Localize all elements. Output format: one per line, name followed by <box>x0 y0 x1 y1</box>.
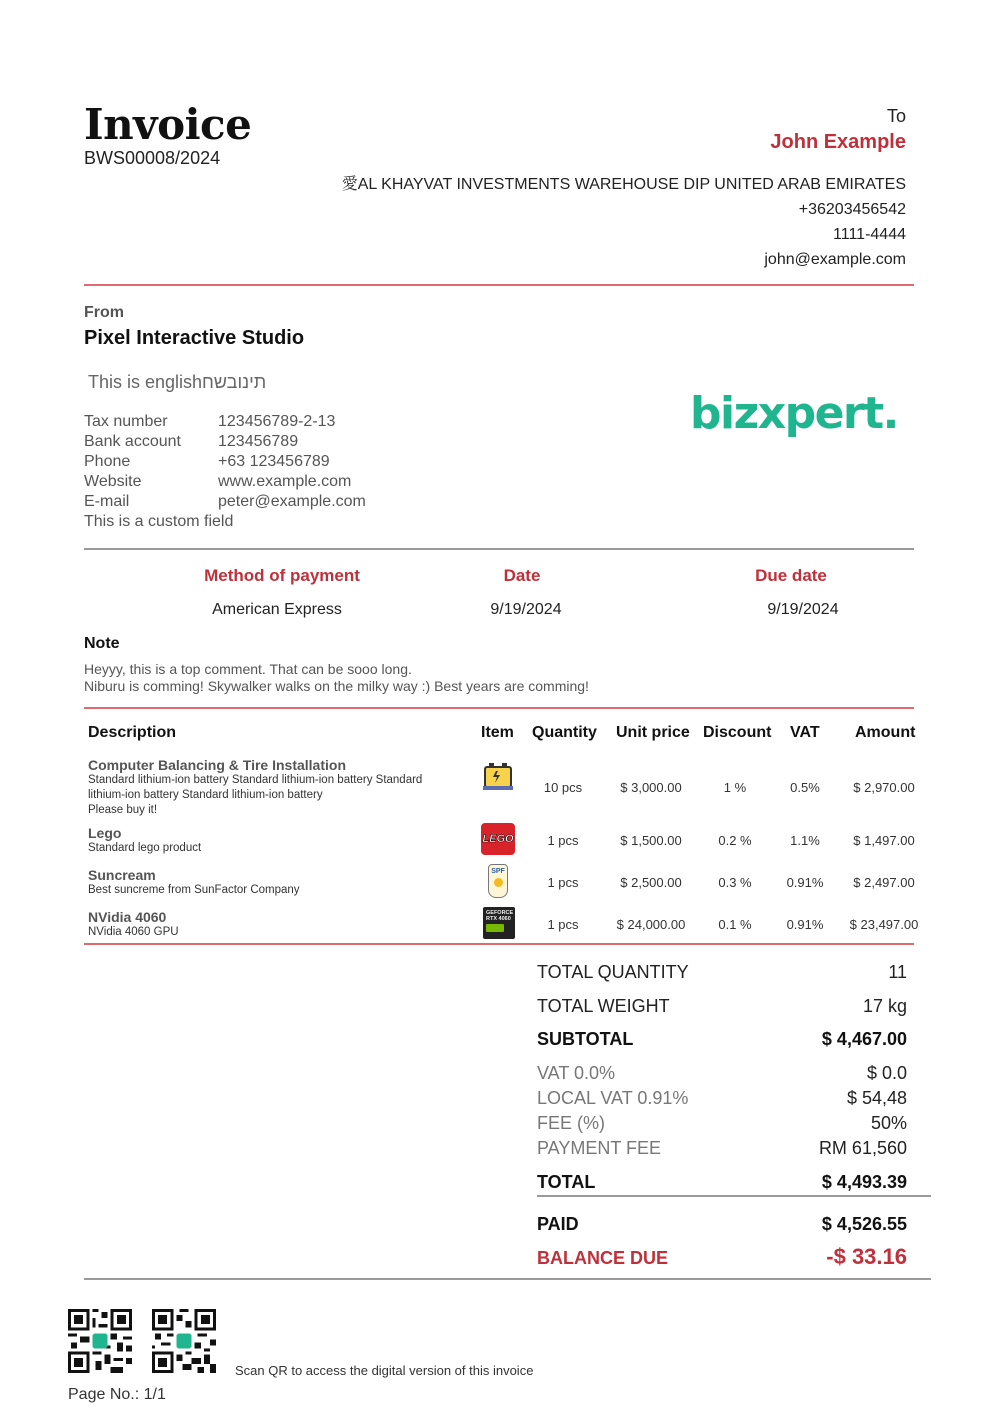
info-row-custom <box>84 512 366 532</box>
local-vat-value: $ 54,48 <box>846 1088 907 1108</box>
col-header-amount: Amount <box>855 724 916 741</box>
col-header-discount: Discount <box>703 724 772 741</box>
subtotal-row <box>537 1029 907 1050</box>
paid-row <box>537 1214 907 1235</box>
custom-field: This is a custom field <box>84 513 234 530</box>
subtotal-value: $ 4,467.00 <box>821 1029 907 1049</box>
info-key: Tax number <box>84 413 168 430</box>
qr-code-icon[interactable] <box>68 1309 132 1378</box>
invoice-title: Invoice <box>84 100 252 149</box>
col-header-item: Item <box>481 724 514 741</box>
header-divider <box>84 284 914 286</box>
info-value: +63 123456789 <box>218 453 330 470</box>
item-desc: Standard lithium-ion battery Standard lithium-ion battery Standard <box>88 774 423 786</box>
row-unit-price: $ 2,500.00 <box>620 875 682 890</box>
info-row-bank <box>84 432 366 452</box>
qr-caption: Scan QR to access the digital version of this invoice <box>235 1363 534 1378</box>
info-key: Bank account <box>84 433 181 450</box>
item-desc: Best suncreme from SunFactor Company <box>88 884 300 896</box>
info-key: Website <box>84 473 142 490</box>
paid-value: $ 4,526.55 <box>821 1214 907 1234</box>
row-discount: 0.2 % <box>718 833 752 848</box>
qr-code-icon[interactable] <box>152 1309 216 1378</box>
row-unit-price: $ 24,000.00 <box>616 917 686 932</box>
gpu-icon <box>483 907 515 939</box>
footer-divider <box>84 1278 931 1280</box>
suncream-icon <box>488 864 508 898</box>
gpu-badge-icon <box>486 924 504 932</box>
total-divider <box>537 1195 931 1197</box>
sender-name: Pixel Interactive Studio <box>84 327 305 349</box>
col-header-vat: VAT <box>790 724 820 741</box>
balance-due-label: BALANCE DUE <box>537 1248 669 1268</box>
payment-fee-row <box>537 1138 907 1159</box>
item-desc: Please buy it! <box>88 804 158 816</box>
item-desc: Standard lego product <box>88 842 202 854</box>
item-desc: lithium-ion battery Standard lithium-ion battery <box>88 789 323 801</box>
fee-value: 50% <box>870 1113 907 1133</box>
total-row <box>537 1172 907 1193</box>
total-weight-value: 17 kg <box>862 996 907 1016</box>
method-of-payment-value: American Express <box>212 601 342 618</box>
from-divider <box>84 548 914 550</box>
table-row-description <box>88 909 468 940</box>
info-key: E-mail <box>84 493 130 510</box>
recipient-address: 愛AL KHAYVAT INVESTMENTS WAREHOUSE DIP UNITED ARAB EMIRATES <box>341 176 906 193</box>
note-line: Heyyy, this is a top comment. That can be sooo long. <box>84 661 412 677</box>
row-discount: 0.3 % <box>718 875 752 890</box>
info-row-phone <box>84 452 366 472</box>
table-row-description <box>88 825 468 856</box>
suncream-icon-text: SPF <box>491 868 505 875</box>
total-label: TOTAL <box>537 1172 596 1192</box>
sender-tagline: This is englishתינובשח <box>88 372 267 392</box>
local-vat-row <box>537 1088 907 1109</box>
info-value: 123456789 <box>218 433 299 450</box>
total-weight-label: TOTAL WEIGHT <box>537 996 670 1016</box>
payment-fee-value: RM 61,560 <box>818 1138 907 1158</box>
item-title: Lego <box>88 825 122 841</box>
note-text <box>84 661 589 695</box>
fee-label: FEE (%) <box>537 1113 606 1133</box>
row-unit-price: $ 1,500.00 <box>620 833 682 848</box>
total-quantity-row <box>537 962 907 983</box>
item-desc: NVidia 4060 GPU <box>88 926 179 938</box>
invoice-number: BWS00008/2024 <box>84 148 221 168</box>
method-of-payment-label: Method of payment <box>204 566 360 585</box>
row-vat: 0.91% <box>786 875 824 890</box>
fee-row <box>537 1113 907 1134</box>
lego-icon <box>481 823 515 855</box>
due-date-label: Due date <box>755 566 827 585</box>
to-label: To <box>886 106 906 126</box>
local-vat-label: LOCAL VAT 0.91% <box>537 1088 689 1108</box>
total-quantity-value: 11 <box>888 962 907 982</box>
recipient-name: John Example <box>770 131 906 153</box>
row-vat: 1.1% <box>790 833 820 848</box>
subtotal-label: SUBTOTAL <box>537 1029 634 1049</box>
vat-label: VAT 0.0% <box>537 1063 616 1083</box>
from-label: From <box>84 304 124 321</box>
recipient-email: john@example.com <box>764 251 906 268</box>
recipient-fax: 1111-4444 <box>833 226 906 243</box>
table-row-description <box>88 867 468 898</box>
lego-icon-text: LEGO <box>482 833 514 845</box>
info-value: peter@example.com <box>218 493 366 510</box>
col-header-quantity: Quantity <box>532 724 597 741</box>
balance-due-value: -$ 33.16 <box>826 1244 907 1269</box>
vat-value: $ 0.0 <box>866 1063 907 1083</box>
info-row-tax <box>84 412 366 432</box>
item-title: Suncream <box>88 867 156 883</box>
row-discount: 0.1 % <box>718 917 752 932</box>
row-amount: $ 23,497.00 <box>849 917 919 932</box>
table-row-description <box>88 757 468 818</box>
col-header-unit-price: Unit price <box>616 724 690 741</box>
sun-icon <box>494 878 503 887</box>
date-label: Date <box>503 566 541 585</box>
info-value: 123456789-2-13 <box>218 413 336 430</box>
info-value: www.example.com <box>218 473 352 490</box>
row-vat: 0.5% <box>790 780 820 795</box>
table-divider <box>84 943 914 945</box>
balance-due-row <box>537 1244 907 1270</box>
row-amount: $ 1,497.00 <box>853 833 915 848</box>
row-amount: $ 2,497.00 <box>853 875 915 890</box>
row-discount: 1 % <box>723 780 747 795</box>
sender-info-table <box>84 412 366 532</box>
row-vat: 0.91% <box>786 917 824 932</box>
payment-fee-label: PAYMENT FEE <box>537 1138 662 1158</box>
info-row-email <box>84 492 366 512</box>
recipient-phone: +36203456542 <box>798 201 906 218</box>
page-number: Page No.: 1/1 <box>68 1386 166 1403</box>
row-unit-price: $ 3,000.00 <box>620 780 682 795</box>
item-title: Computer Balancing & Tire Installation <box>88 757 347 773</box>
date-value: 9/19/2024 <box>490 601 562 618</box>
battery-icon <box>481 760 515 797</box>
row-quantity: 1 pcs <box>547 875 579 890</box>
paid-label: PAID <box>537 1214 579 1234</box>
col-header-description: Description <box>88 724 177 741</box>
row-quantity: 1 pcs <box>547 917 579 932</box>
total-weight-row <box>537 996 907 1017</box>
total-value: $ 4,493.39 <box>821 1172 907 1192</box>
row-quantity: 10 pcs <box>543 780 583 795</box>
total-quantity-label: TOTAL QUANTITY <box>537 962 689 982</box>
gpu-icon-text: GEFORCE RTX 4060 <box>486 910 514 922</box>
note-divider <box>84 707 914 709</box>
vat-row <box>537 1063 907 1084</box>
recipient-block <box>206 106 906 272</box>
due-date-value: 9/19/2024 <box>767 601 839 618</box>
info-key: Phone <box>84 453 131 470</box>
row-amount: $ 2,970.00 <box>853 780 915 795</box>
company-logo: bizxpert. <box>690 388 898 439</box>
note-label: Note <box>84 635 120 652</box>
row-quantity: 1 pcs <box>547 833 579 848</box>
note-line: Niburu is comming! Skywalker walks on the milky way :) Best years are comming! <box>84 678 589 694</box>
item-title: NVidia 4060 <box>88 909 167 925</box>
info-row-website <box>84 472 366 492</box>
